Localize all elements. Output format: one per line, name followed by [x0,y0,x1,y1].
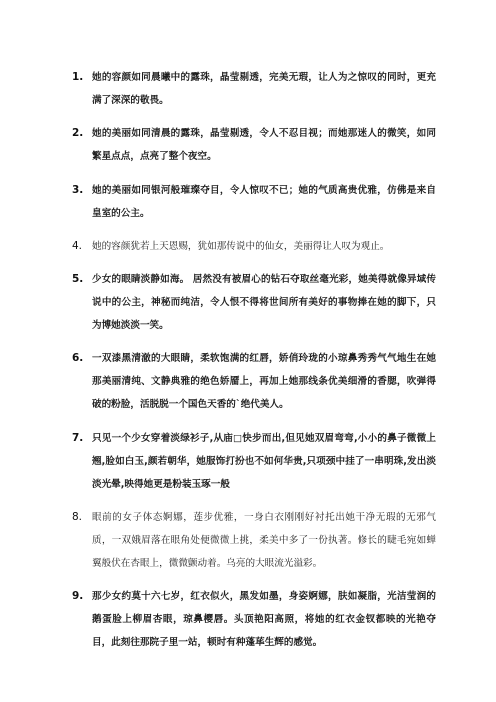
list-item-number: 1. [72,71,84,83]
list-item-text: 她的美丽如同清晨的露珠，晶莹剔透，令人不忍目视；而她那迷人的微笑，如同繁星点点，点亮了整个夜空。 [92,128,436,163]
list-item-text: 只见一个少女穿着淡绿衫子,从庙□快步而出,但见她双眉弯弯,小小的鼻子微微上翘,脸如白玉,颜若朝华，她服饰打扮也不如何华贵,只项颈中挂了一串明珠,发出淡淡光晕,映得她更是粉装玉琢一般 [92,432,436,490]
list-item-number: 4. [72,239,83,252]
list-item [72,347,436,416]
list-item-number: 8. [72,511,83,524]
list-item-number: 2. [72,127,84,140]
list-item-text: 她的容颜犹若上天恩赐，犹如那传说中的仙女，美丽得让人叹为观止。 [92,240,390,252]
list-item-text: 那少女约莫十六七岁，红衣似火，黑发如墨，身姿婀娜，肤如凝脂，光洁莹润的鹅蛋脸上柳眉杏眼，琼鼻樱唇。头顶艳阳高照，将她的红衣金钗都映的光艳夺目，此刻往那院子里一站，顿时有种蓬荜生辉的感觉。 [92,591,436,649]
list-item [72,427,436,496]
numbered-list [72,66,436,665]
list-item-text: 一双漆黑清澈的大眼睛，柔软饱满的红唇，娇俏玲珑的小琼鼻秀秀气气地生在她那美丽清纯、文静典雅的绝色娇靥上，再加上她那线条优美细滑的香腮，吹弹得破的粉脸，活脱脱一个国色天香的`绝代美人。 [92,353,436,411]
list-item [72,235,436,258]
list-item [72,66,436,112]
list-item [72,506,436,575]
list-item-number: 7. [72,431,84,444]
list-item-number: 6. [72,352,84,365]
list-item-text: 她的美丽如同银河般璀璨夺目，令人惊叹不已；她的气质高贵优雅，仿佛是来自皇室的公主。 [92,184,436,219]
list-item-number: 3. [72,183,84,196]
list-item-number: 5. [72,273,84,286]
list-item [72,268,436,337]
list-item [72,585,436,654]
list-item-number: 9. [72,590,84,603]
list-item-text: 眼前的女子体态婀娜，莲步优雅，一身白衣刚刚好衬托出她干净无瑕的无邪气质，一双娥眉落在眼角处便微微上挑，柔美中多了一份执著。修长的睫毛宛如蝉翼般伏在杏眼上，微微颤动着。乌亮的大眼流光溢彩。 [92,512,436,570]
list-item [72,122,436,168]
list-item-text: 少女的眼睛淡静如海。 居然没有被眉心的钻石夺取丝毫光彩，她美得就像异域传说中的公主，神秘而纯洁，令人恨不得将世间所有美好的事物捧在她的脚下，只为博她淡淡一笑。 [92,274,436,332]
list-item-text: 她的容颜如同晨曦中的露珠，晶莹剔透，完美无瑕，让人为之惊叹的同时，更充满了深深的敬畏。 [92,72,436,106]
list-item [72,179,436,225]
